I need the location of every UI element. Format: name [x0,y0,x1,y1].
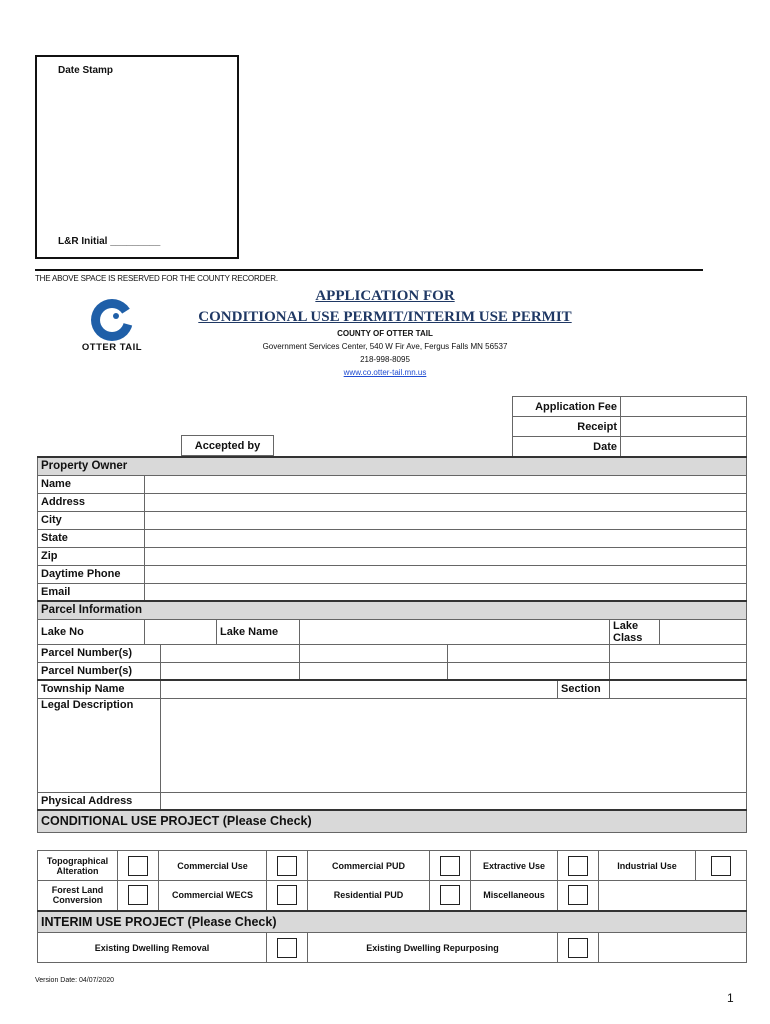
lake-no-field[interactable] [145,619,217,644]
section-label: Section [558,680,610,698]
receipt-field[interactable] [621,417,747,437]
commercial-use-label: Commercial Use [159,851,267,881]
email-field[interactable] [145,583,747,601]
forest-land-conversion-checkbox[interactable] [128,885,148,905]
lr-initial-label: L&R Initial _________ [58,236,161,247]
title-line-1: APPLICATION FOR [315,288,455,304]
miscellaneous-checkbox[interactable] [568,885,588,905]
section-field[interactable] [610,680,747,698]
property-owner-header: Property Owner [38,457,747,475]
existing-dwelling-removal-label: Existing Dwelling Removal [38,933,267,963]
extractive-use-label: Extractive Use [471,851,558,881]
city-field[interactable] [145,511,747,529]
existing-dwelling-repurposing-checkbox[interactable] [568,938,588,958]
lake-class-label: Lake Class [610,619,660,644]
parcel-numbers-label-2: Parcel Number(s) [38,662,161,680]
page-number: 1 [727,991,734,1005]
parcel-number-field-4[interactable] [610,644,747,662]
extractive-use-checkbox[interactable] [568,856,588,876]
industrial-use-checkbox[interactable] [711,856,731,876]
legal-description-label: Legal Description [38,698,161,792]
city-label: City [38,511,145,529]
parcel-number-field-7[interactable] [448,662,610,680]
date-field[interactable] [621,437,747,457]
conditional-use-header: CONDITIONAL USE PROJECT (Please Check) [38,810,747,832]
residential-pud-checkbox[interactable] [440,885,460,905]
zip-field[interactable] [145,547,747,565]
parcel-number-field-8[interactable] [610,662,747,680]
address-field[interactable] [145,493,747,511]
parcel-number-field-1[interactable] [161,644,300,662]
topographical-alteration-checkbox[interactable] [128,856,148,876]
application-fee-label: Application Fee [513,397,621,417]
parcel-information-header: Parcel Information [38,601,747,619]
forest-land-conversion-label: Forest Land Conversion [38,881,118,911]
parcel-number-field-3[interactable] [448,644,610,662]
commercial-use-checkbox[interactable] [277,856,297,876]
accepted-by-label: Accepted by [182,436,274,456]
lake-no-label: Lake No [38,619,145,644]
office-phone: 218-998-8095 [360,355,410,364]
daytime-phone-label: Daytime Phone [38,565,145,583]
accepted-by-table [181,435,274,456]
logo-text: OTTER TAIL [81,342,143,353]
commercial-wecs-label: Commercial WECS [159,881,267,911]
physical-address-field[interactable] [161,792,747,810]
legal-description-field[interactable] [161,698,747,792]
recorder-divider [35,269,703,271]
name-label: Name [38,475,145,493]
township-name-label: Township Name [38,680,161,698]
commercial-wecs-checkbox[interactable] [277,885,297,905]
title-line-2: CONDITIONAL USE PERMIT/INTERIM USE PERMIT [198,309,572,325]
application-form [37,456,747,833]
parcel-number-field-5[interactable] [161,662,300,680]
fee-table [512,396,747,457]
reserved-note: THE ABOVE SPACE IS RESERVED FOR THE COUNTY RECORDER. [35,274,278,283]
state-field[interactable] [145,529,747,547]
lake-name-label: Lake Name [217,619,300,644]
parcel-number-field-6[interactable] [300,662,448,680]
parcel-numbers-label: Parcel Number(s) [38,644,161,662]
date-stamp-label: Date Stamp [58,65,114,76]
existing-dwelling-removal-checkbox[interactable] [277,938,297,958]
lake-class-field[interactable] [660,619,747,644]
empty-cell [599,881,747,911]
daytime-phone-field[interactable] [145,565,747,583]
office-address: Government Services Center, 540 W Fir Ave, Fergus Falls MN 56537 [262,342,508,351]
conditional-use-checklist [37,850,747,963]
existing-dwelling-repurposing-label: Existing Dwelling Repurposing [308,933,558,963]
website-link[interactable]: www.co.otter-tail.mn.us [343,368,427,377]
commercial-pud-checkbox[interactable] [440,856,460,876]
email-label: Email [38,583,145,601]
county-name: COUNTY OF OTTER TAIL [337,329,433,338]
miscellaneous-label: Miscellaneous [471,881,558,911]
state-label: State [38,529,145,547]
zip-label: Zip [38,547,145,565]
lake-name-field[interactable] [300,619,610,644]
application-fee-field[interactable] [621,397,747,417]
name-field[interactable] [145,475,747,493]
empty-cell-2 [599,933,747,963]
township-name-field[interactable] [161,680,558,698]
date-label: Date [513,437,621,457]
date-stamp-box [35,55,239,259]
residential-pud-label: Residential PUD [308,881,430,911]
physical-address-label: Physical Address [38,792,161,810]
version-date: Version Date: 04/07/2020 [35,977,115,984]
receipt-label: Receipt [513,417,621,437]
interim-use-header: INTERIM USE PROJECT (Please Check) [38,911,747,933]
industrial-use-label: Industrial Use [599,851,696,881]
parcel-number-field-2[interactable] [300,644,448,662]
topographical-alteration-label: Topographical Alteration [38,851,118,881]
commercial-pud-label: Commercial PUD [308,851,430,881]
address-label: Address [38,493,145,511]
